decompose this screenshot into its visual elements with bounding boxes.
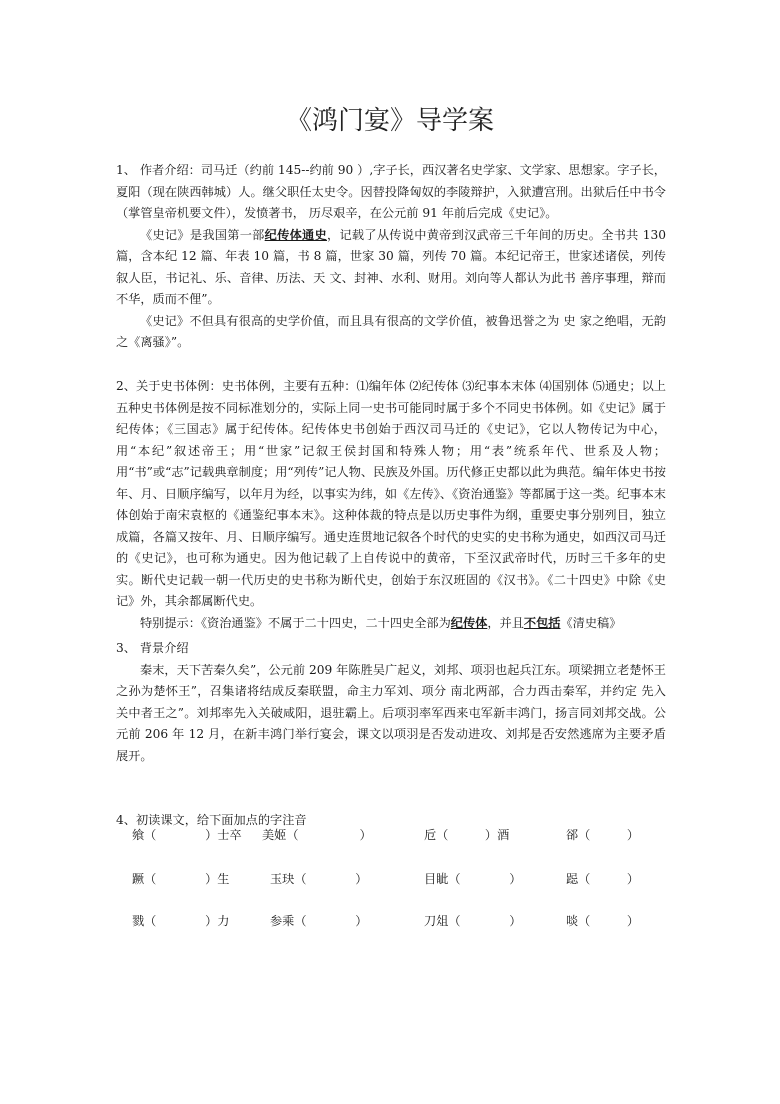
background-paragraph: 秦末，天下苦秦久矣”，公元前 209 年陈胜吴广起义，刘邦、项羽也起兵江东。项梁拥立老楚怀王之孙为楚怀王”，召集诸将结成反秦联盟，命主力军刘、项分 南北两部，合力西击秦军，并约定 先入关中者王之”。刘邦率先入关破咸阳，退驻霸上。后项羽率军西来屯军新丰鸿门，扬言同刘邦交战。公元前 206 年 12 月，在新丰鸿门举行宴会，课文以项羽是否发动进攻、刘邦是否安然逃席为主要矛盾展开。 xyxy=(116,662,666,763)
section-history-styles xyxy=(116,376,666,634)
author-intro-paragraph: 1、 作者介绍：司马迁（约前 145--约前 90 ）,字子长，西汉著名史学家、文学家、思想家。字子长，夏阳（现在陕西韩城）人。继父职任太史令。因替投降匈奴的李陵辩护，入狱遭宫刑。出狱后任中书令（掌管皇帝机要文件），发愤著书， 历尽艰辛，在公元前 91 年前后完成《史记》。 xyxy=(116,163,666,220)
pronunciation-item: 戮（ ）力 xyxy=(132,914,230,928)
tip-text-pre: 特别提示：《资治通鉴》不属于二十四史，二十四史全部为 xyxy=(140,615,451,630)
pronunciation-item: 玉玦（ ） xyxy=(270,872,368,886)
page-title: 《鸿门宴》导学案 xyxy=(285,106,494,136)
shiji-text-pre: 《史记》是我国第一部 xyxy=(140,227,265,242)
pronunciation-item: 参乘（ ） xyxy=(270,914,368,928)
special-tip-paragraph xyxy=(116,613,666,635)
section-author-intro xyxy=(116,160,666,354)
emphasis-not-included: 不包括 xyxy=(523,615,561,630)
tip-text-mid: ，并且 xyxy=(487,615,524,630)
emphasis-jizhuanti-tongshi: 纪传体通史 xyxy=(264,227,327,242)
pronunciation-item: 蹶（ ）生 xyxy=(132,872,230,886)
pronunciation-item: 刀俎（ ） xyxy=(424,914,522,928)
pronunciation-item: 跽（ ） xyxy=(566,872,640,886)
pronunciation-item: 郤（ ） xyxy=(566,828,640,842)
pronunciation-item: 飨（ ）士卒 xyxy=(132,828,242,842)
history-styles-paragraph: 2、关于史书体例：史书体例，主要有五种：⑴编年体 ⑵纪传体 ⑶纪事本末体 ⑷国别体 ⑸通史；以上五种史书体例是按不同标准划分的，实际上同一史书可能同时属于多个不同史书体例。如《史记》属于纪传体；《三国志》属于纪传体。纪传体史书创始于西汉司马迁的《史记》，它以人物传记为中心，用“本纪”叙述帝王；用“世家”记叙王侯封国和特殊人物；用“表”统系年代、世系及人物；用“书”或“志”记载典章制度；用“列传”记人物、民族及外国。历代修正史都以此为典范。编年体史书按年、月、日顺序编写，以年月为经，以事实为纬，如《左传》、《资治通鉴》等都属于这一类。纪事本末体创始于南宋袁枢的《通鉴纪事本末》。这种体裁的特点是以历史事件为纲，重要史事分别列目，独立成篇，各篇又按年、月、日顺序编写。通史连贯地记叙各个时代的史实的史书称为通史，如西汉司马迁的《史记》，也可称为通史。因为他记载了上自传说中的黄帝，下至汉武帝时代，历时三千多年的史实。断代史记载一朝一代历史的史书称为断代史，创始于东汉班固的《汉书》。《二十四史》中除《史记》外，其余都属断代史。 xyxy=(116,379,666,608)
shiji-intro-paragraph xyxy=(116,225,666,311)
shiji-value-paragraph: 《史记》不但具有很高的史学价值，而且具有很高的文学价值，被鲁迅誉之为 史 家之绝唱，无韵之《离骚》”。 xyxy=(116,313,666,349)
pronunciation-item: 卮（ ）酒 xyxy=(424,828,510,842)
pronunciation-item: 啖（ ） xyxy=(566,914,640,928)
shiji-text-post: ，记载了从传说中黄帝到汉武帝三千年间的历史。全书共 130 篇，含本纪 12 篇、年表 10 篇，书 8 篇，世家 30 篇，列传 70 篇。本纪记帝王，世家述诸侯，列传叙人臣，书记礼、乐、音律、历法、天 文、封神、水利、财用。刘向等人都认为此书 善序事理，辩而不华，质而不俚”。 xyxy=(116,227,667,306)
section-background xyxy=(116,638,666,767)
emphasis-jizhuanti: 纪传体 xyxy=(450,615,488,630)
tip-text-post: 《清史稿》 xyxy=(560,615,622,630)
pronunciation-item: 目眦（ ） xyxy=(424,872,522,886)
background-heading: 3、 背景介绍 xyxy=(116,641,189,655)
pronunciation-heading: 4、初读课文，给下面加点的字注音 xyxy=(116,813,307,827)
pronunciation-item: 美姬（ ） xyxy=(262,828,372,842)
